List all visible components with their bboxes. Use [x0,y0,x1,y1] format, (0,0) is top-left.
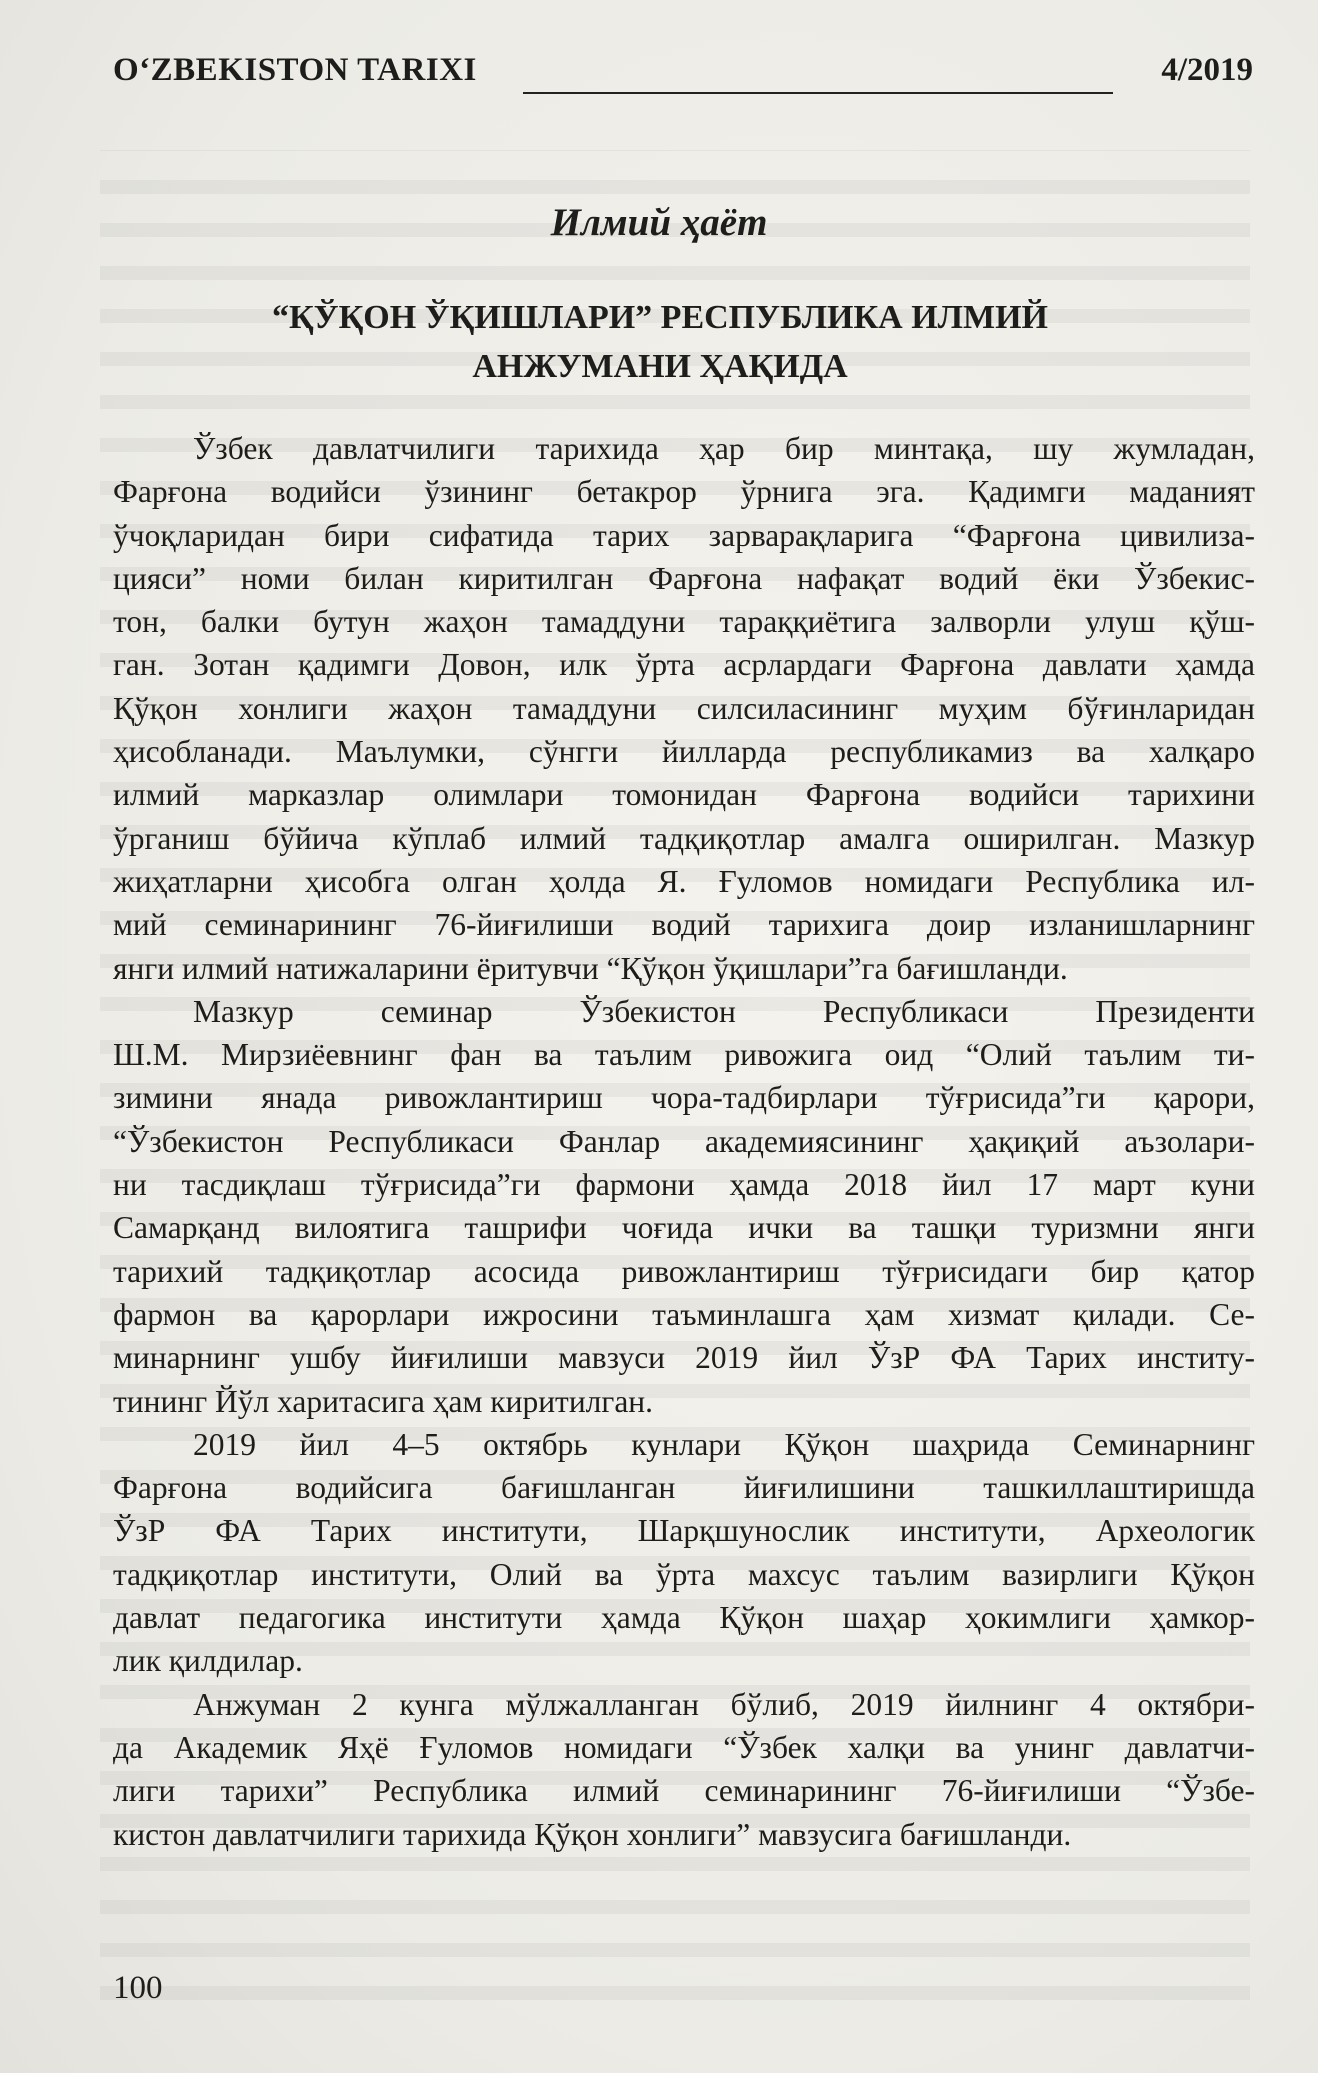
paragraph-line: Фарғона водийси ўзининг бетакрор ўрнига эга. Қадимги маданият [113,474,1255,510]
paragraph-line: кистон давлатчилиги тарихида Қўқон хонлиги” мавзусига бағишланди. [113,1816,1072,1852]
paragraph-line: тадқиқотлар институти, Олий ва ўрта махсус таълим вазирлиги Қўқон [113,1556,1255,1592]
paragraph-line: мий семинарининг 76-йиғилиши водий тарихига доир изланишларнинг [113,907,1255,943]
article-title [150,293,1170,391]
paragraph-line: зимини янада ривожлантириш чора-тадбирлари тўғрисида”ги қарори, [113,1080,1255,1116]
paragraph-line: Фарғона водийсига бағишланган йиғилишини ташкиллаштиришда [113,1470,1255,1506]
paragraph-line: Анжуман 2 кунга мўлжалланган бўлиб, 2019 йилнинг 4 октябри- [193,1686,1255,1722]
paragraph-line: ҳисобланади. Маълумки, сўнгги йилларда республикамиз ва халқаро [113,734,1255,770]
paragraph-line: Қўқон хонлиги жаҳон тамаддуни силсиласининг муҳим бўғинларидан [113,690,1255,726]
paragraph-line: ўрганиш бўйича кўплаб илмий тадқиқотлар амалга оширилган. Мазкур [113,820,1255,856]
paragraph-line: минарнинг ушбу йиғилиши мавзуси 2019 йил ЎзР ФА Тарих институ- [113,1340,1255,1376]
paragraph-line: “Ўзбекистон Республикаси Фанлар академиясининг ҳақиқий аъзолари- [113,1123,1255,1159]
paragraph-line: ўчоқларидан бири сифатида тарих зарварақларига “Фарғона цивилиза- [113,517,1255,553]
paragraph-line: давлат педагогика институти ҳамда Қўқон шаҳар ҳокимлиги ҳамкор- [113,1600,1255,1636]
article-body [113,427,1255,1856]
header-rule [523,92,1113,94]
paragraph-line: лиги тарихи” Республика илмий семинарининг 76-йиғилиши “Ўзбе- [113,1773,1255,1809]
article-title-line: “ҚЎҚОН ЎҚИШЛАРИ” РЕСПУБЛИКА ИЛМИЙ [272,299,1048,336]
paragraph-line: тон, балки бутун жаҳон тамаддуни тараққиётига залворли улуш қўш- [113,604,1255,640]
paragraph-line: ган. Зотан қадимги Довон, илк ўрта асрлардаги Фарғона давлати ҳамда [113,647,1255,683]
paragraph-line: Самарқанд вилоятига ташрифи чоғида ички ва ташқи туризмни янги [113,1210,1255,1246]
journal-name: O‘ZBEKISTON TARIXI [113,52,477,88]
paragraph-line: Ўзбек давлатчилиги тарихида ҳар бир минтақа, шу жумладан, [193,431,1255,466]
issue-number: 4/2019 [1161,52,1253,88]
paragraph-line: Мазкур семинар Ўзбекистон Республикаси Президенти [193,993,1255,1029]
paragraph [113,990,1255,1423]
paragraph-line: 2019 йил 4–5 октябрь кунлари Қўқон шаҳрида Семинарнинг [193,1426,1255,1462]
paragraph-line: Ш.М. Мирзиёевнинг фан ва таълим ривожига оид “Олий таълим ти- [113,1037,1255,1073]
paragraph-line: тарихий тадқиқотлар асосида ривожлантириш тўғрисидаги бир қатор [113,1253,1255,1289]
paragraph-line: илмий марказлар олимлари томонидан Фарғона водийси тарихини [113,777,1255,813]
paragraph-line: лик қилдилар. [113,1643,303,1679]
page-number: 100 [113,1970,163,2006]
running-header [113,52,1253,102]
paragraph-line: жиҳатларни ҳисобга олган ҳолда Я. Ғуломов номидаги Республика ил- [113,863,1255,899]
paragraph-line: тининг Йўл харитасига ҳам киритилган. [113,1383,654,1419]
paragraph-line: фармон ва қарорлари ижросини таъминлашга ҳам хизмат қилади. Се- [113,1296,1255,1332]
paragraph [113,1683,1255,1856]
paragraph-line: ЎзР ФА Тарих институти, Шарқшунослик институти, Археологик [113,1513,1255,1549]
paragraph-line: да Академик Яҳё Ғуломов номидаги “Ўзбек халқи ва унинг давлатчи- [113,1729,1255,1765]
article-title-line: АНЖУМАНИ ҲАҚИДА [472,348,848,385]
paragraph [113,1423,1255,1683]
paragraph-line: ни тасдиқлаш тўғрисида”ги фармони ҳамда 2018 йил 17 март куни [113,1167,1255,1203]
section-rubric: Илмий ҳаёт [550,201,768,244]
paragraph-line: янги илмий натижаларини ёритувчи “Қўқон ўқишлари”га бағишланди. [113,950,1068,986]
paragraph [113,427,1255,990]
paragraph-line: цияси” номи билан киритилган Фарғона нафақат водий ёки Ўзбекис- [113,560,1255,596]
